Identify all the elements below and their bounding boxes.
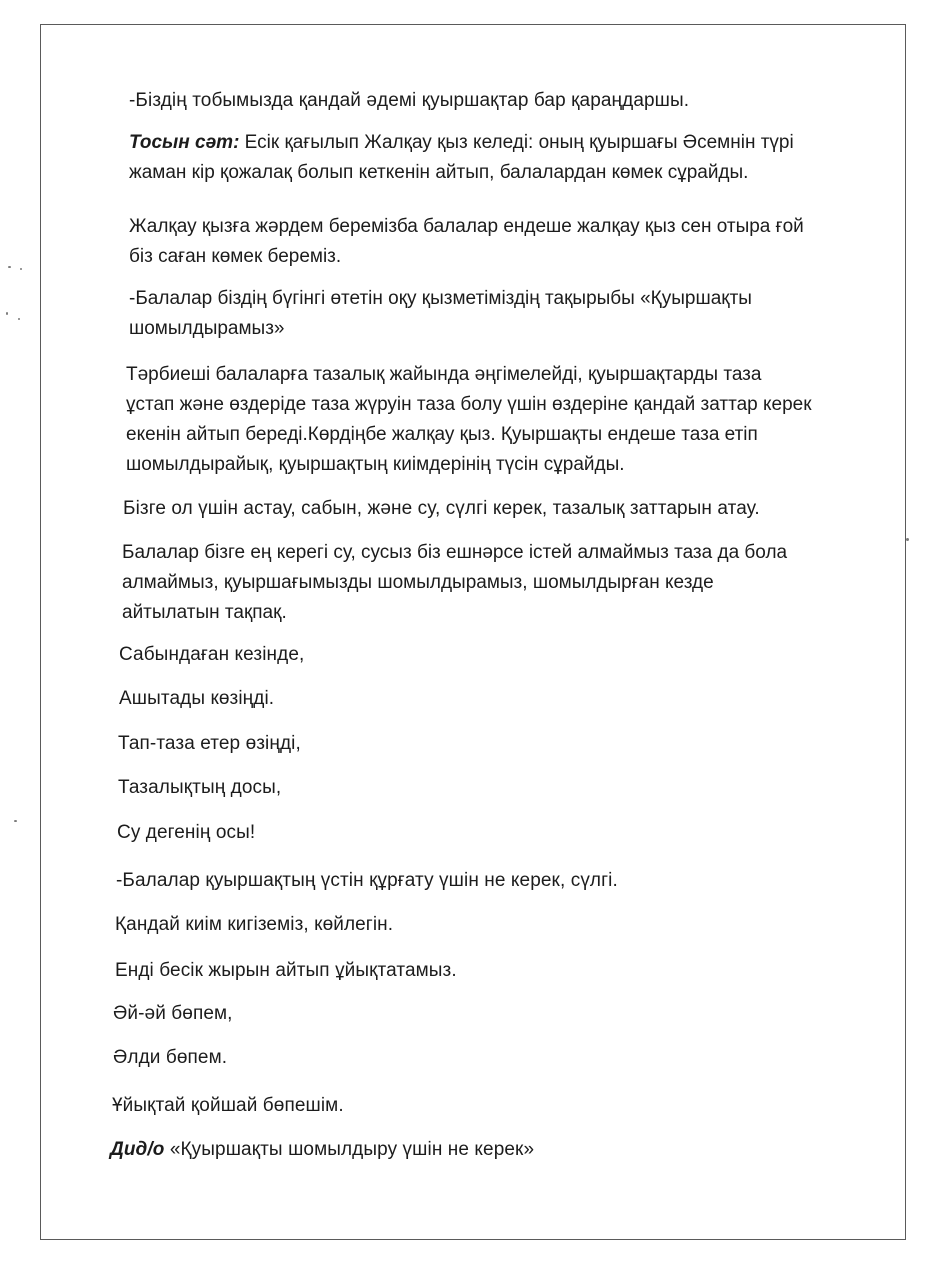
lullaby-line: Әлди бөпем. <box>113 1047 228 1068</box>
paragraph <box>129 284 752 344</box>
text-line: Есік қағылып Жалқау қыз келеді: оның қуыршағы Әсемнін түрі <box>239 132 794 153</box>
text-line: Қандай киім кигіземіз, көйлегін. <box>115 914 394 935</box>
paragraph <box>126 360 812 480</box>
verse-line: Сабындаған кезінде, <box>119 644 305 665</box>
text-line: -Балалар қуыршақтың үстін құрғату үшін не керек, сүлгі. <box>116 870 618 891</box>
text-line: біз саған көмек береміз. <box>129 246 342 267</box>
text-line: шомылдырамыз» <box>129 318 285 339</box>
text-line: шомылдырайық, қуыршақтың киімдерінің түсін сұрайды. <box>126 454 625 475</box>
text-line: «Қуыршақты шомылдыру үшін не керек» <box>164 1139 535 1160</box>
verse-line: Тап-таза етер өзіңді, <box>118 733 301 754</box>
text-line: Жалқау қызға жәрдем беремізба балалар ендеше жалқау қыз сен отыра ғой <box>129 216 804 237</box>
verse-line: Тазалықтың досы, <box>118 777 282 798</box>
didactic-game-line <box>110 1135 534 1165</box>
text-line: жаман кір қожалақ болып кеткенін айтып, балалардан көмек сұрайды. <box>129 162 749 183</box>
didactic-game-label: Дид/о <box>110 1139 165 1160</box>
verse-line: Су дегенің осы! <box>117 822 256 843</box>
text-line: айтылатын тақпақ. <box>122 602 287 623</box>
text-line: ұстап және өздеріде таза жүруін таза болу үшін өздеріне қандай заттар керек <box>126 394 812 415</box>
paragraph-surprise-moment <box>129 128 794 188</box>
verse-line: Ашытады көзіңді. <box>119 688 275 709</box>
surprise-label: Тосын сәт: <box>129 132 240 153</box>
lullaby-line: Ұйықтай қойшай бөпешім. <box>112 1095 344 1116</box>
text-line: Балалар бізге ең керегі су, сусыз біз ешнәрсе істей алмаймыз таза да бола <box>122 542 788 563</box>
paragraph <box>122 538 787 628</box>
text-line: Бізге ол үшін астау, сабын, және су, сүлгі керек, тазалық заттарын атау. <box>123 498 760 519</box>
text-line: Тәрбиеші балаларға тазалық жайында әңгімелейді, қуыршақтарды таза <box>126 364 762 385</box>
text-line: екенін айтып береді.Көрдіңбе жалқау қыз. Қуыршақты ендеше таза етіп <box>126 424 758 445</box>
text-line: алмаймыз, қуыршағымызды шомылдырамыз, шомылдырған кезде <box>122 572 714 593</box>
text-line: -Балалар біздің бүгінгі өтетін оқу қызметіміздің тақырыбы «Қуыршақты <box>129 288 752 309</box>
paragraph <box>129 212 804 272</box>
text-line: -Біздің тобымызда қандай әдемі қуыршақтар бар қараңдаршы. <box>129 90 690 111</box>
text-line: Енді бесік жырын айтып ұйықтатамыз. <box>115 960 457 981</box>
lullaby-line: Әй-әй бөпем, <box>113 1003 233 1024</box>
